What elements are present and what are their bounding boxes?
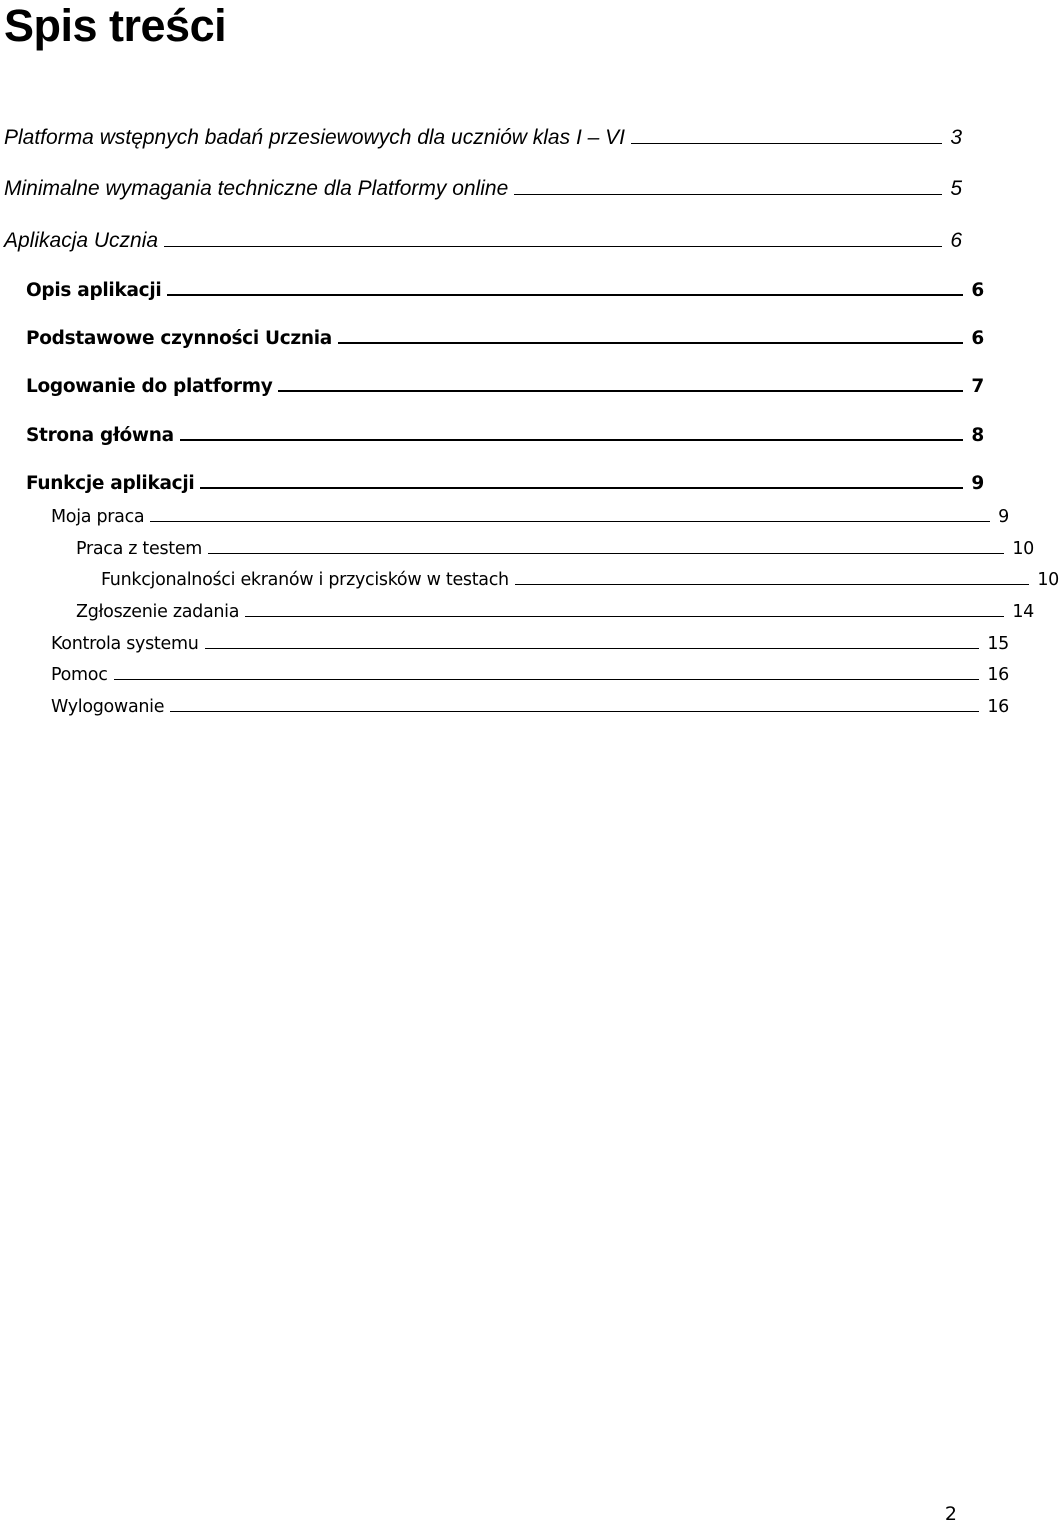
toc-entry[interactable] <box>0 505 1009 527</box>
toc-leader-line <box>170 695 979 712</box>
toc-entry-page: 5 <box>950 176 962 200</box>
toc-leader-line <box>338 325 963 344</box>
toc-leader-line <box>167 277 963 296</box>
toc-entry[interactable] <box>0 537 1034 559</box>
toc-entry-page: 9 <box>971 472 984 494</box>
toc-leader-line <box>180 422 964 441</box>
toc-leader-line <box>515 568 1029 585</box>
toc-leader-line <box>631 124 942 144</box>
toc-entry-page: 10 <box>1037 569 1059 590</box>
toc-leader-line <box>514 175 942 195</box>
toc-entry[interactable] <box>0 175 962 201</box>
toc-entry-title: Opis aplikacji <box>26 279 162 301</box>
toc-entry-page: 16 <box>987 664 1009 685</box>
toc-entry-title: Minimalne wymagania techniczne dla Platformy online <box>4 176 509 200</box>
toc-leader-line <box>114 663 980 680</box>
page-title: Spis treści <box>4 0 227 51</box>
toc-entry[interactable] <box>0 325 984 349</box>
toc-entry[interactable] <box>0 632 1009 654</box>
toc-entry-page: 9 <box>998 506 1009 527</box>
toc-entry-page: 15 <box>987 633 1009 654</box>
toc-leader-line <box>164 227 942 247</box>
toc-entry-title: Strona główna <box>26 424 174 446</box>
toc-entry[interactable] <box>0 124 962 150</box>
toc-entry[interactable] <box>0 422 984 446</box>
toc-entry-title: Funkcjonalności ekranów i przycisków w testach <box>101 569 509 590</box>
toc-entry-page: 7 <box>971 375 984 397</box>
toc-entry[interactable] <box>0 277 984 301</box>
toc-entry-page: 14 <box>1012 601 1034 622</box>
toc-entry[interactable] <box>0 373 984 397</box>
toc-entry[interactable] <box>0 695 1009 717</box>
toc-entry-title: Wylogowanie <box>51 696 165 717</box>
toc-leader-line <box>245 600 1004 617</box>
toc-leader-line <box>278 373 963 392</box>
toc-entry-title: Funkcje aplikacji <box>26 472 195 494</box>
toc-entry-title: Praca z testem <box>76 538 203 559</box>
toc-entry-title: Platforma wstępnych badań przesiewowych dla uczniów klas I – VI <box>4 125 625 149</box>
toc-entry[interactable] <box>0 470 984 494</box>
toc-entry-page: 6 <box>950 228 962 252</box>
toc-entry[interactable] <box>0 568 1059 590</box>
toc-entry-page: 6 <box>971 279 984 301</box>
toc-entry-title: Podstawowe czynności Ucznia <box>26 327 332 349</box>
toc-entry-title: Aplikacja Ucznia <box>4 228 159 252</box>
toc-entry[interactable] <box>0 663 1009 685</box>
toc-entry[interactable] <box>0 227 962 253</box>
toc-entry-page: 3 <box>950 125 962 149</box>
toc-leader-line <box>150 505 990 522</box>
toc-leader-line <box>205 632 980 649</box>
toc-entry-title: Pomoc <box>51 664 108 685</box>
toc-leader-line <box>200 470 963 489</box>
toc-leader-line <box>208 537 1004 554</box>
toc-entry-page: 8 <box>971 424 984 446</box>
toc-entry-page: 16 <box>987 696 1009 717</box>
toc-entry-title: Kontrola systemu <box>51 633 199 654</box>
toc-entry-title: Zgłoszenie zadania <box>76 601 240 622</box>
page-number: 2 <box>944 1503 957 1525</box>
toc-entry[interactable] <box>0 600 1034 622</box>
toc-entry-title: Moja praca <box>51 506 145 527</box>
toc-entry-title: Logowanie do platformy <box>26 375 273 397</box>
toc-entry-page: 6 <box>971 327 984 349</box>
toc-entry-page: 10 <box>1012 538 1034 559</box>
